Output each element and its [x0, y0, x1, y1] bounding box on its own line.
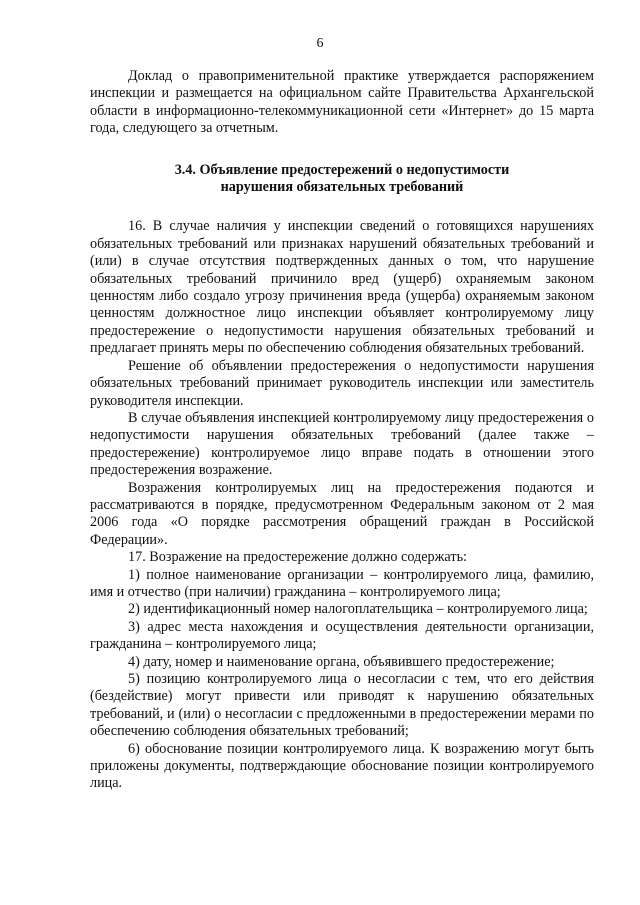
- section-title-line-2: нарушения обязательных требований: [220, 179, 464, 196]
- list-item-1: 1) полное наименование организации – контролируемого лица, фамилию, имя и отчество (при наличии) гражданина – контролируемого лица;: [90, 566, 594, 600]
- list-item-6: 6) обоснование позиции контролируемого лица. К возражению могут быть приложены документы, подтверждающие обоснование позиции контролируемого лица.: [90, 740, 594, 792]
- intro-paragraph: Доклад о правоприменительной практике утверждается распоряжением инспекции и размещается на официальном сайте Правительства Архангельской области в информационно-телекоммуникационной сети «Интернет» до 15 марта года, следующего за отчетным.: [90, 68, 594, 137]
- list-item-5: 5) позицию контролируемого лица о несогласии с тем, что его действия (бездействие) могут привести или приводят к нарушению обязательных требований, и (или) о несогласии с предложенными в предостережении мерами по обеспечению соблюдения обязательных требований;: [90, 671, 594, 740]
- page-number: 6: [316, 36, 324, 51]
- document-body: [90, 68, 594, 793]
- paragraph-decision: Решение об объявлении предостережения о недопустимости нарушения обязательных требований принимает руководитель инспекции или заместитель руководителя инспекции.: [90, 357, 594, 409]
- list-item-2: 2) идентификационный номер налогоплательщика – контролируемого лица;: [128, 601, 588, 618]
- list-item-4: 4) дату, номер и наименование органа, объявившего предостережение;: [128, 653, 555, 670]
- paragraph-16: 16. В случае наличия у инспекции сведений о готовящихся нарушениях обязательных требований или признаках нарушений обязательных требований и (или) в случае отсутствия подтвержденных данных о том, что нарушение обязательных требований причинило вред (ущерб) охраняемым законом ценностям либо создало угрозу причинения вреда (ущерба) охраняемым законом ценностям должностное лицо инспекции объявляет контролируемому лицу предостережение о недопустимости нарушения обязательных требований и предлагает принять меры по обеспечению соблюдения обязательных требований.: [90, 218, 594, 357]
- paragraph-objection-procedure: Возражения контролируемых лиц на предостережения подаются и рассматриваются в порядке, предусмотренном Федеральным законом от 2 мая 2006 года «О порядке рассмотрения обращений граждан в Российской Федерации».: [90, 479, 594, 548]
- list-item-3: 3) адрес места нахождения и осуществления деятельности организации, гражданина – контролируемого лица;: [90, 618, 594, 653]
- section-title-line-1: 3.4. Объявление предостережений о недопустимости: [174, 161, 510, 178]
- paragraph-objection-right: В случае объявления инспекцией контролируемому лицу предостережения о недопустимости нарушения обязательных требований (далее также – предостережение) контролируемое лицо вправе подать в отношении этого предостережения возражение.: [90, 409, 594, 479]
- paragraph-17: 17. Возражение на предостережение должно содержать:: [128, 549, 467, 566]
- section-heading: [90, 162, 594, 197]
